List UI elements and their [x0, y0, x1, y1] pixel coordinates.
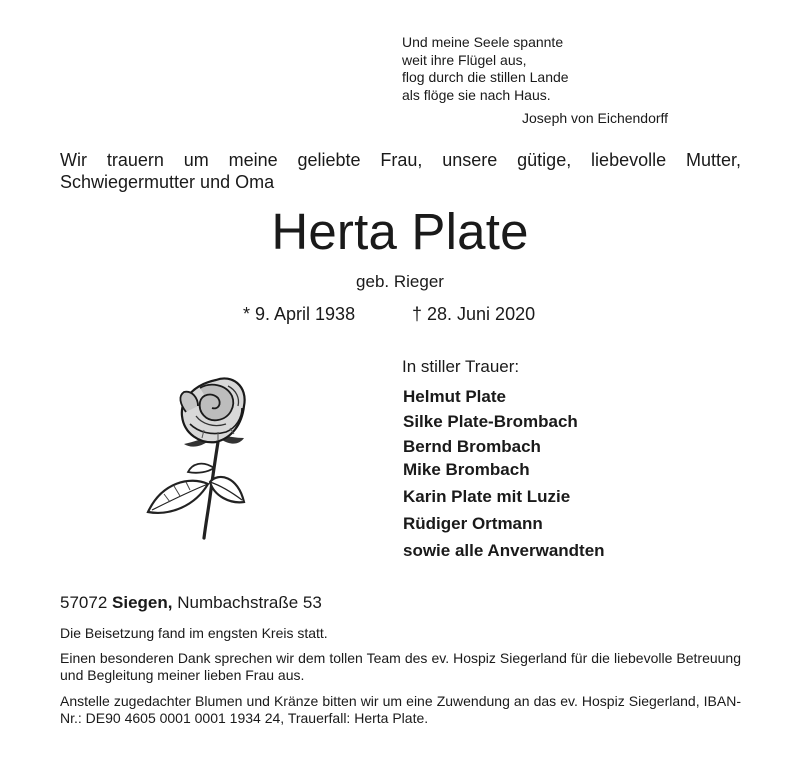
intro-text: Wir trauern um meine geliebte Frau, unsere gütige, liebevolle Mutter, Schwiegermutter und Oma	[60, 150, 741, 192]
rose-icon	[140, 372, 250, 542]
thanks-note: Einen besonderen Dank sprechen wir dem tollen Team des ev. Hospiz Siegerland für die liebevolle Betreuung und Begleitung meiner lieben Frau aus.	[60, 650, 741, 683]
mourner-list	[403, 387, 605, 568]
address	[60, 593, 322, 613]
poem-line: als flöge sie nach Haus.	[402, 86, 551, 103]
donation-note: Anstelle zugedachter Blumen und Kränze bitten wir um eine Zuwendung an das ev. Hospiz Siegerland, IBAN-Nr.: DE90 4605 0001 0001 1934 24, Trauerfall: Herta Plate.	[60, 693, 741, 726]
mourner-name: Bernd Brombach	[403, 437, 541, 456]
burial-note: Die Beisetzung fand im engsten Kreis statt.	[60, 625, 328, 641]
address-street: Numbachstraße 53	[177, 593, 322, 612]
address-city: Siegen,	[112, 593, 173, 612]
mourner-name: Rüdiger Ortmann	[403, 514, 543, 533]
address-zip: 57072	[60, 593, 108, 612]
death-date: † 28. Juni 2020	[412, 304, 536, 324]
mourner-name: Silke Plate-Brombach	[403, 412, 578, 431]
poem	[402, 34, 569, 104]
mourner-name: sowie alle Anverwandten	[403, 541, 605, 560]
mourner-name: Helmut Plate	[403, 387, 506, 406]
birth-date: * 9. April 1938	[243, 304, 356, 324]
mourner-name: Karin Plate mit Luzie	[403, 487, 571, 506]
mourner-name: Mike Brombach	[403, 460, 530, 479]
deceased-name: Herta Plate	[271, 203, 529, 260]
poem-line: weit ihre Flügel aus,	[402, 51, 527, 68]
poem-author: Joseph von Eichendorff	[522, 110, 669, 126]
mourning-header: In stiller Trauer:	[402, 357, 520, 376]
poem-line: Und meine Seele spannte	[402, 34, 564, 50]
poem-line: flog durch die stillen Lande	[402, 69, 569, 85]
maiden-name: geb. Rieger	[356, 272, 444, 291]
